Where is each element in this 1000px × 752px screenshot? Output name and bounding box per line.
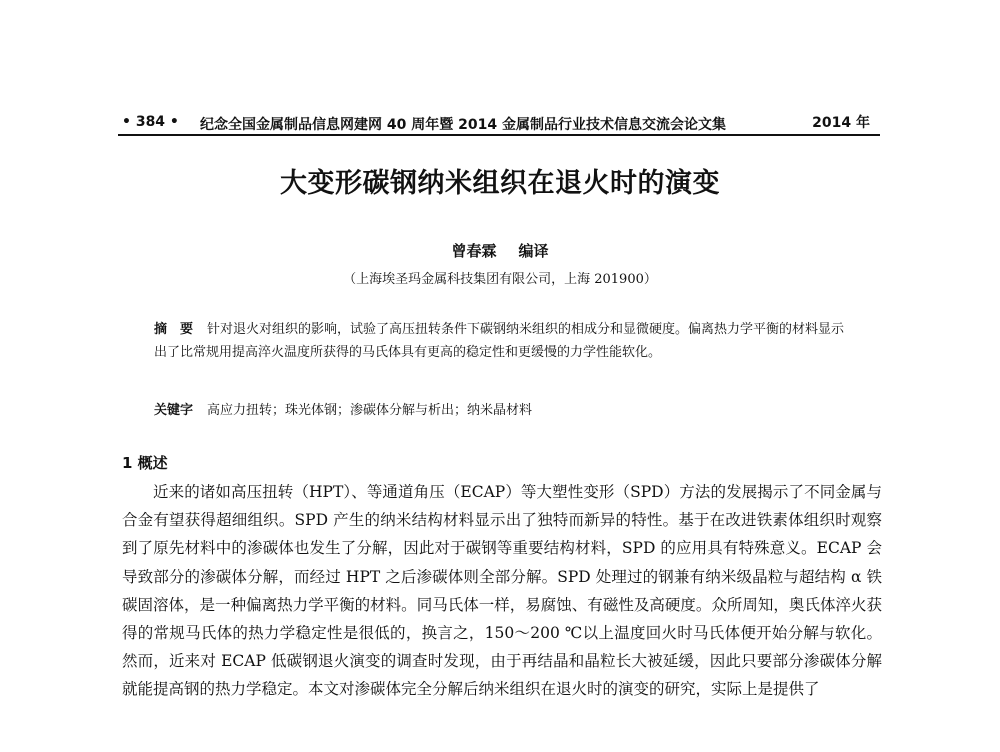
affiliation: （上海埃圣玛金属科技集团有限公司，上海 201900） [343, 272, 657, 287]
article-title: 大变形碳钢纳米组织在退火时的演变 [280, 168, 720, 199]
abstract-label: 摘 要 [154, 322, 194, 337]
publication-year: 2014 年 [812, 115, 870, 131]
keywords-label: 关键字 [154, 403, 194, 418]
body-paragraph: 近来的诸如高压扭转（HPT）、等通道角压（ECAP）等大塑性变形（SPD）方法的发展揭示了不同金属与合金有望获得超细组织。SPD 产生的纳米结构材料显示出了独特而新异的特性。基于在改进铁素体组织时观察到了原先材料中的渗碳体也发生了分解，因此对于碳钢等重要结构材料，SPD 的应用具有特殊意义。ECAP 会导致部分的渗碳体分解，而经过 HPT 之后渗碳体则全部分解。SPD 处理过的钢兼有纳米级晶粒与超结构 α 铁碳固溶体，是一种偏离热力学平衡的材料。同马氏体一样，易腐蚀、有磁性及高硬度。众所周知，奥氏体淬火获得的常规马氏体的热力学稳定性是很低的，换言之，150～200 ℃以上温度回火时马氏体便开始分解与软化。然而，近来对 ECAP 低碳钢退火演变的调查时发现，由于再结晶和晶粒长大被延缓，因此只要部分渗碳体分解就能提高钢的热力学稳定。本文对渗碳体完全分解后纳米组织在退火时的演变的研究，实际上是提供了 [122, 483, 882, 699]
journal-title: 纪念全国金属制品信息网建网 40 周年暨 2014 金属制品行业技术信息交流会论文集 [200, 117, 726, 133]
author-role: 编译 [518, 242, 549, 260]
page-number: • 384 • [122, 114, 179, 130]
keywords [154, 399, 850, 418]
section-heading: 1 概述 [122, 454, 168, 472]
abstract-text: 针对退火对组织的影响，试验了高压扭转条件下碳钢纳米组织的相成分和显微硬度。偏离热力学平衡的材料显示出了比常规用提高淬火温度所获得的马氏体具有更高的稳定性和更缓慢的力学性能软化。 [154, 322, 845, 360]
header-rule [118, 134, 880, 136]
abstract [154, 318, 850, 364]
author-name: 曾春霖 [451, 242, 497, 260]
author-line [0, 240, 1000, 261]
keywords-text: 高应力扭转；珠光体钢；渗碳体分解与析出；纳米晶材料 [207, 403, 533, 418]
running-header [118, 110, 880, 134]
